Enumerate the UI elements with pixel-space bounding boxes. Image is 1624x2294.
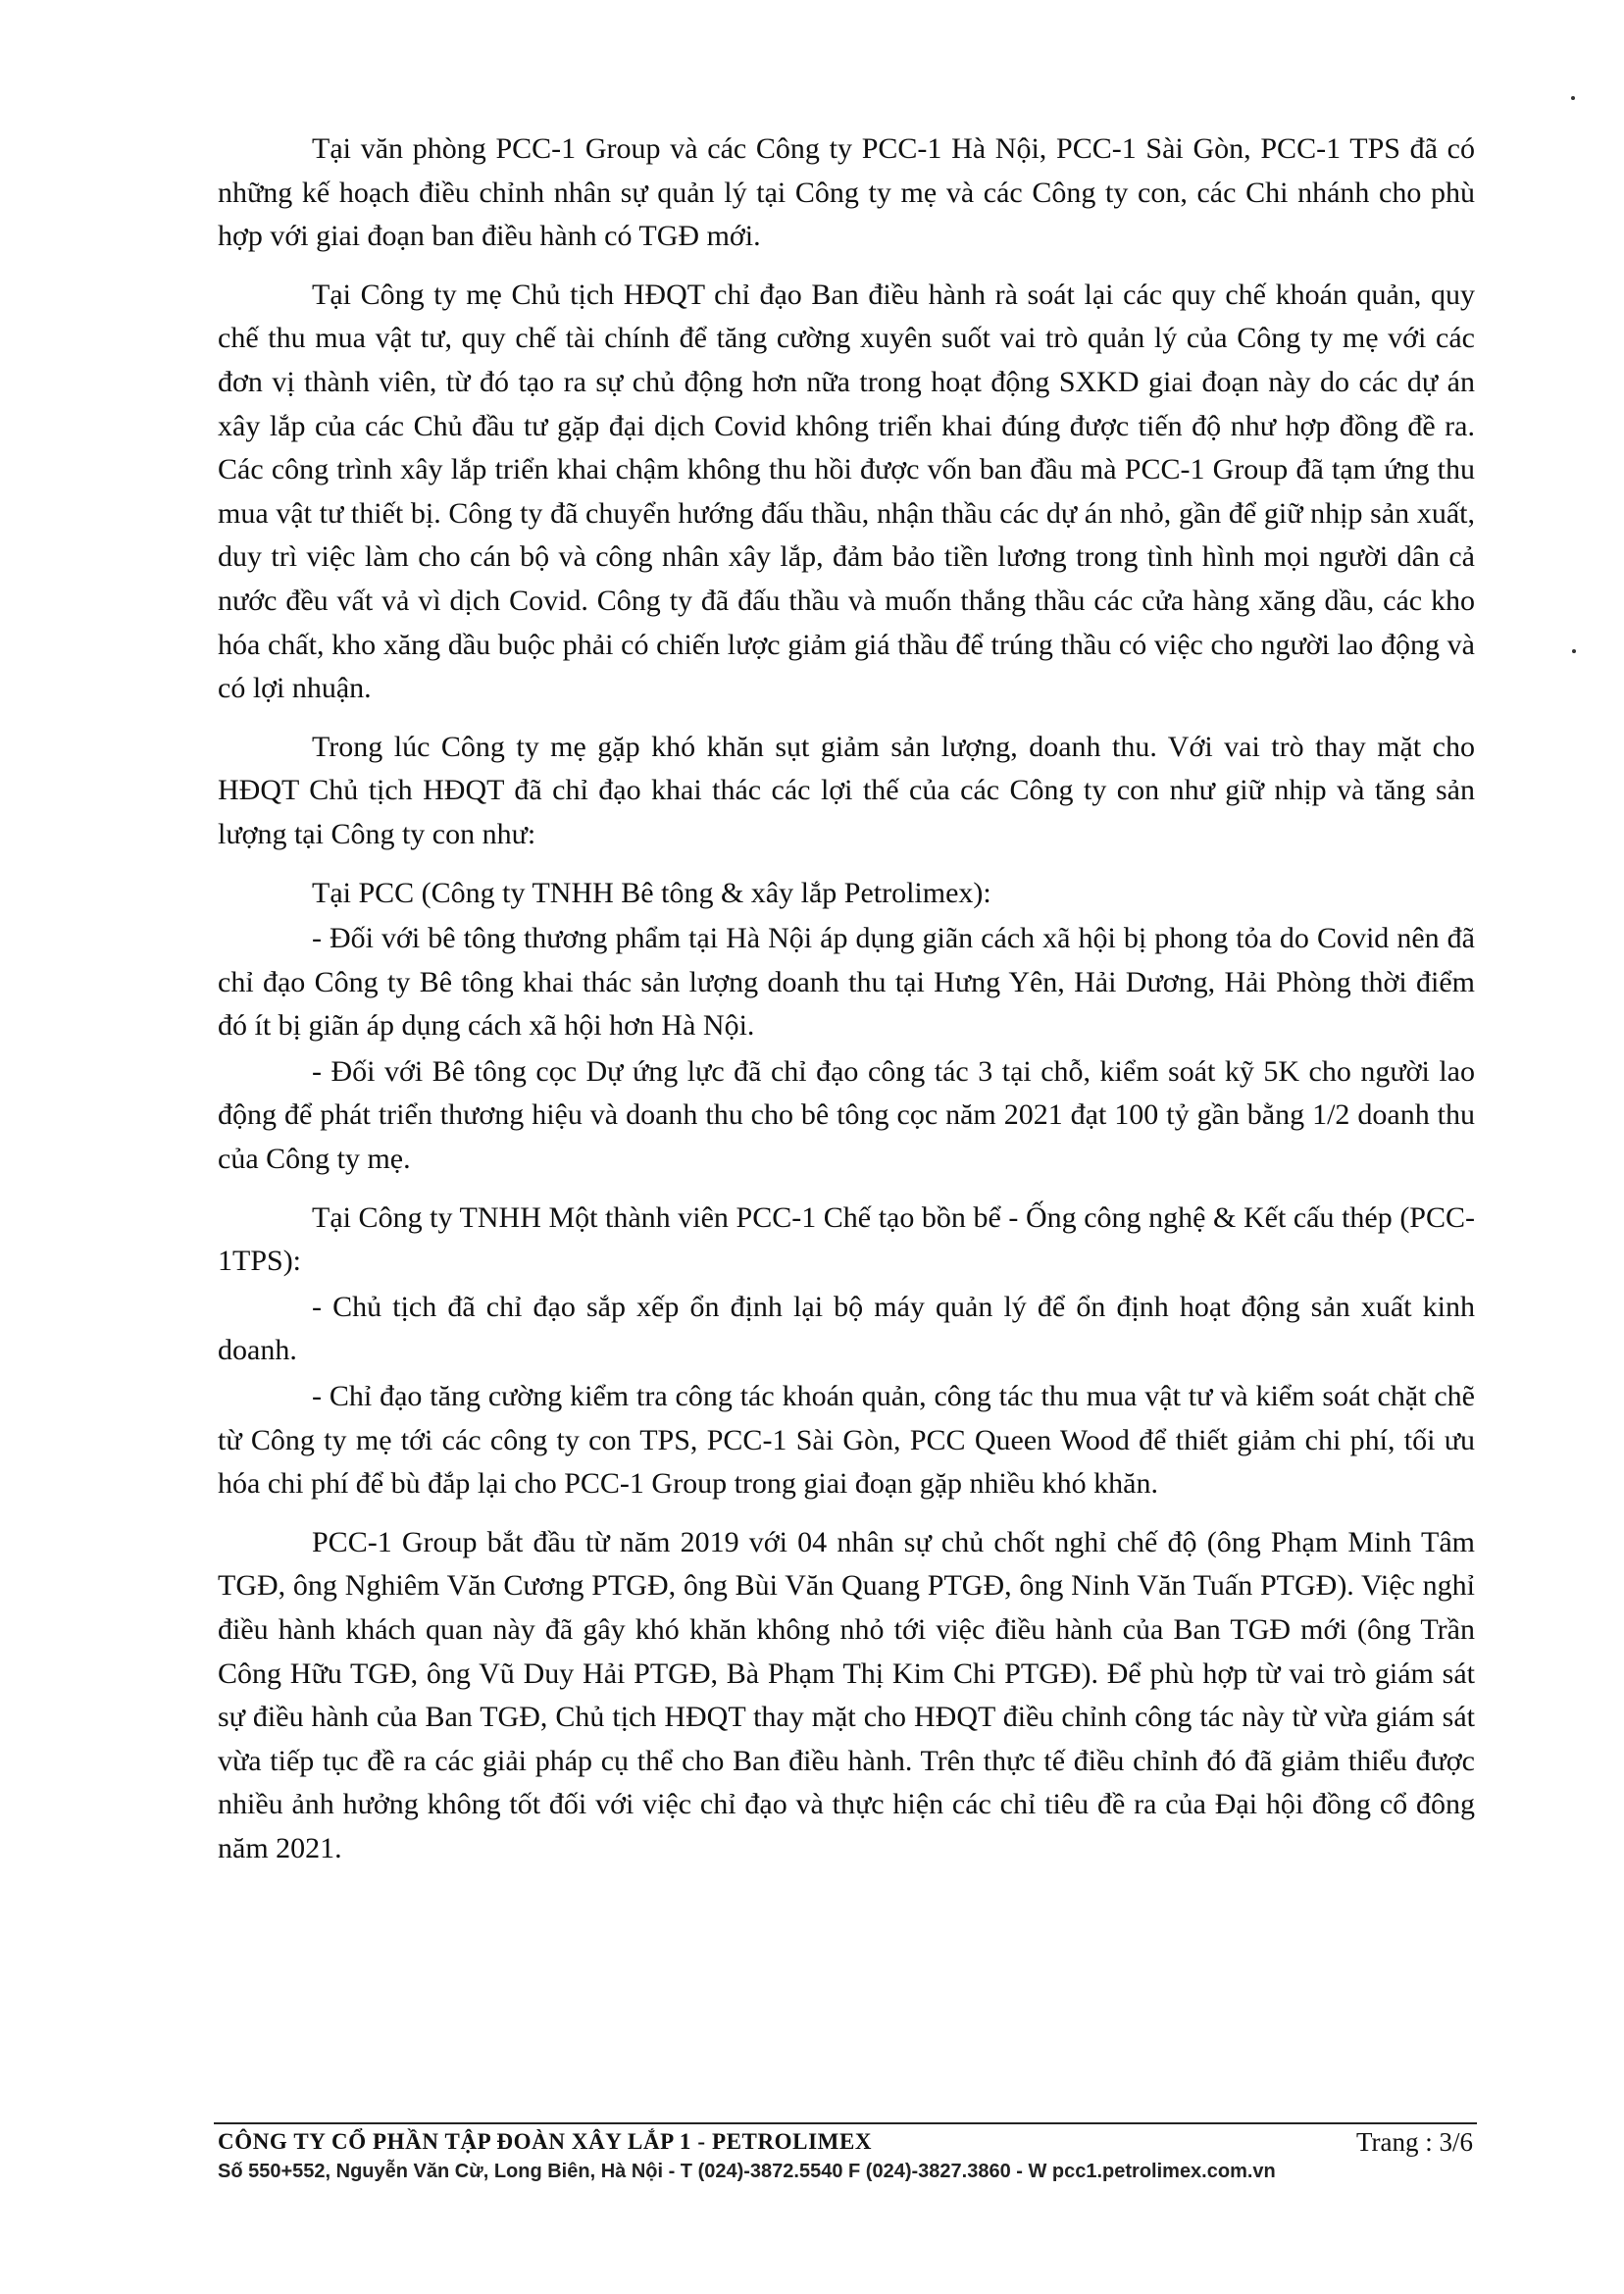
paragraph-pcc-item-1: - Đối với bê tông thương phẩm tại Hà Nội áp dụng giãn cách xã hội bị phong tỏa do Covid nên đã chỉ đạo Công ty Bê tông khai thác sản lượng doanh thu tại Hưng Yên, Hải Dương, Hải Phòng thời điểm đó ít bị giãn áp dụng cách xã hội hơn Hà Nội. xyxy=(218,922,1475,1043)
footer-company-name: CÔNG TY CỔ PHẦN TẬP ĐOÀN XÂY LẮP 1 - PETROLIMEX xyxy=(218,2129,873,2154)
paragraph-subsidiaries: Trong lúc Công ty mẹ gặp khó khăn sụt giảm sản lượng, doanh thu. Với vai trò thay mặt cho HĐQT Chủ tịch HĐQT đã chỉ đạo khai thác các lợi thế của các Công ty con như giữ nhịp và tăng sản lượng tại Công ty con như: xyxy=(218,730,1475,850)
document-body xyxy=(218,127,1475,1886)
scan-speck xyxy=(1572,649,1576,653)
paragraph-pcc-item-2: - Đối với Bê tông cọc Dự ứng lực đã chỉ đạo công tác 3 tại chỗ, kiểm soát kỹ 5K cho người lao động để phát triển thương hiệu và doanh thu cho bê tông cọc năm 2021 đạt 100 tỷ gần bằng 1/2 doanh thu của Công ty mẹ. xyxy=(218,1054,1475,1176)
paragraph-tps-item-2: - Chỉ đạo tăng cường kiểm tra công tác khoán quản, công tác thu mua vật tư và kiểm soát chặt chẽ từ Công ty mẹ tới các công ty con TPS, PCC-1 Sài Gòn, PCC Queen Wood để thiết giảm chi phí, tối ưu hóa chi phí để bù đắp lại cho PCC-1 Group trong giai đoạn gặp nhiều khó khăn. xyxy=(218,1380,1475,1501)
scan-speck xyxy=(1571,96,1575,100)
footer-page-number: Trang : 3/6 xyxy=(1355,2127,1473,2157)
paragraph-pcc-heading: Tại PCC (Công ty TNHH Bê tông & xây lắp Petrolimex): xyxy=(312,876,991,909)
paragraph-personnel: PCC-1 Group bắt đầu từ năm 2019 với 04 nhân sự chủ chốt nghỉ chế độ (ông Phạm Minh Tâm TGĐ, ông Nghiêm Văn Cương PTGĐ, ông Bùi Văn Quang PTGĐ, ông Ninh Văn Tuấn PTGĐ). Việc nghỉ điều hành khách quan này đã gây khó khăn không nhỏ tới việc điều hành của Ban TGĐ mới (ông Trần Công Hữu TGĐ, ông Vũ Duy Hải PTGĐ, Bà Phạm Thị Kim Chi PTGĐ). Để phù hợp từ vai trò giám sát sự điều hành của Ban TGĐ, Chủ tịch HĐQT thay mặt cho HĐQT điều chỉnh công tác này từ vừa giám sát vừa tiếp tục đề ra các giải pháp cụ thể cho Ban điều hành. Trên thực tế điều chỉnh đó đã giảm thiểu được nhiều ảnh hưởng không tốt đối với việc chỉ đạo và thực hiện các chỉ tiêu đề ra của Đại hội đồng cổ đông năm 2021. xyxy=(218,1525,1475,1864)
paragraph-tps-item-1: - Chủ tịch đã chỉ đạo sắp xếp ổn định lại bộ máy quản lý để ổn định hoạt động sản xuất kinh doanh. xyxy=(218,1290,1475,1367)
paragraph-tps-heading: Tại Công ty TNHH Một thành viên PCC-1 Chế tạo bồn bể - Ống công nghệ & Kết cấu thép (PCC-1TPS): xyxy=(218,1200,1475,1278)
footer-address: Số 550+552, Nguyễn Văn Cừ, Long Biên, Hà Nội - T (024)-3872.5540 F (024)-3827.3860 - W pcc1.petrolimex.com.vn xyxy=(218,2161,1276,2182)
paragraph-parent-company: Tại Công ty mẹ Chủ tịch HĐQT chỉ đạo Ban điều hành rà soát lại các quy chế khoán quản, quy chế thu mua vật tư, quy chế tài chính để tăng cường xuyên suốt vai trò quản lý của Công ty mẹ với các đơn vị thành viên, từ đó tạo ra sự chủ động hơn nữa trong hoạt động SXKD giai đoạn này do các dự án xây lắp của các Chủ đầu tư gặp đại dịch Covid không triển khai đúng được tiến độ như hợp đồng đề ra. Các công trình xây lắp triển khai chậm không thu hồi được vốn ban đầu mà PCC-1 Group đã tạm ứng thu mua vật tư thiết bị. Công ty đã chuyển hướng đấu thầu, nhận thầu các dự án nhỏ, gần để giữ nhịp sản xuất, duy trì việc làm cho cán bộ và công nhân xây lắp, đảm bảo tiền lương trong tình hình mọi người dân cả nước đều vất vả vì dịch Covid. Công ty đã đấu thầu và muốn thắng thầu các cửa hàng xăng dầu, các kho hóa chất, kho xăng dầu buộc phải có chiến lược giảm giá thầu để trúng thầu có việc cho người lao động và có lợi nhuận. xyxy=(218,278,1475,705)
paragraph-intro: Tại văn phòng PCC-1 Group và các Công ty PCC-1 Hà Nội, PCC-1 Sài Gòn, PCC-1 TPS đã có những kế hoạch điều chỉnh nhân sự quản lý tại Công ty mẹ và các Công ty con, các Chi nhánh cho phù hợp với giai đoạn ban điều hành có TGĐ mới. xyxy=(218,132,1475,253)
footer-divider xyxy=(214,2122,1477,2124)
